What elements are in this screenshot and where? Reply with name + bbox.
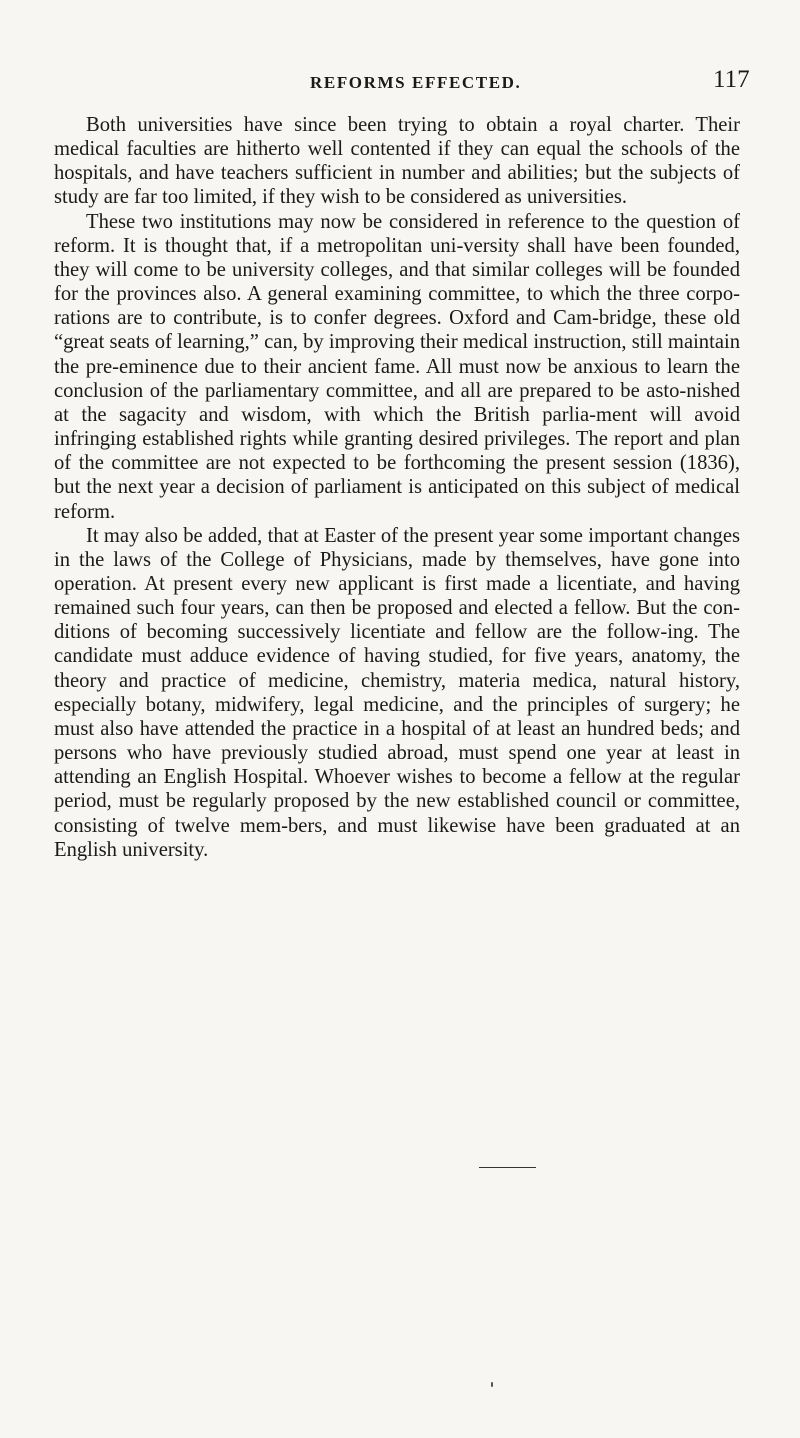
paragraph: These two institutions may now be considered in reference to the question of reform. It is thought that, if a metropolitan uni-versity shall have been founded, they will come to be university colleges, and that similar colleges will be founded for the provinces also. A general examining committee, to which the three corpo-rations are to contribute, is to confer degrees. Oxford and Cam-bridge, these old “great seats of learning,” can, by improving their medical instruction, still maintain the pre-eminence due to their ancient fame. All must now be anxious to learn the conclusion of the parliamentary committee, and all are prepared to be asto-nished at the sagacity and wisdom, with which the British parlia-ment will avoid infringing established rights while granting desired privileges. The report and plan of the committee are not expected to be forthcoming the present session (1836), but the next year a decision of parliament is anticipated on this subject of medical reform. bbox=[54, 210, 740, 523]
running-head: REFORMS EFFECTED. bbox=[310, 73, 522, 92]
print-speck bbox=[491, 1382, 493, 1387]
page-number: 117 bbox=[713, 66, 750, 93]
body-text bbox=[54, 113, 740, 862]
paragraph: It may also be added, that at Easter of the present year some important changes in the laws of the College of Physicians, made by themselves, have gone into operation. At present every new applicant is first made a licentiate, and having remained such four years, can then be proposed and elected a fellow. But the con-ditions of becoming successively licentiate and fellow are the follow-ing. The candidate must adduce evidence of having studied, for five years, anatomy, the theory and practice of medicine, chemistry, materia medica, natural history, especially botany, midwifery, legal medicine, and the principles of surgery; he must also have attended the practice in a hospital of at least an hundred beds; and persons who have previously studied abroad, must spend one year at least in attending an English Hospital. Whoever wishes to become a fellow at the regular period, must be regularly proposed by the new established council or committee, consisting of twelve mem-bers, and must likewise have been graduated at an English university. bbox=[54, 524, 740, 861]
paragraph: Both universities have since been trying to obtain a royal charter. Their medical faculties are hitherto well contented if they can equal the schools of the hospitals, and have teachers sufficient in number and abilities; but the subjects of study are far too limited, if they wish to be considered as universities. bbox=[54, 114, 740, 209]
section-divider bbox=[479, 1167, 536, 1168]
